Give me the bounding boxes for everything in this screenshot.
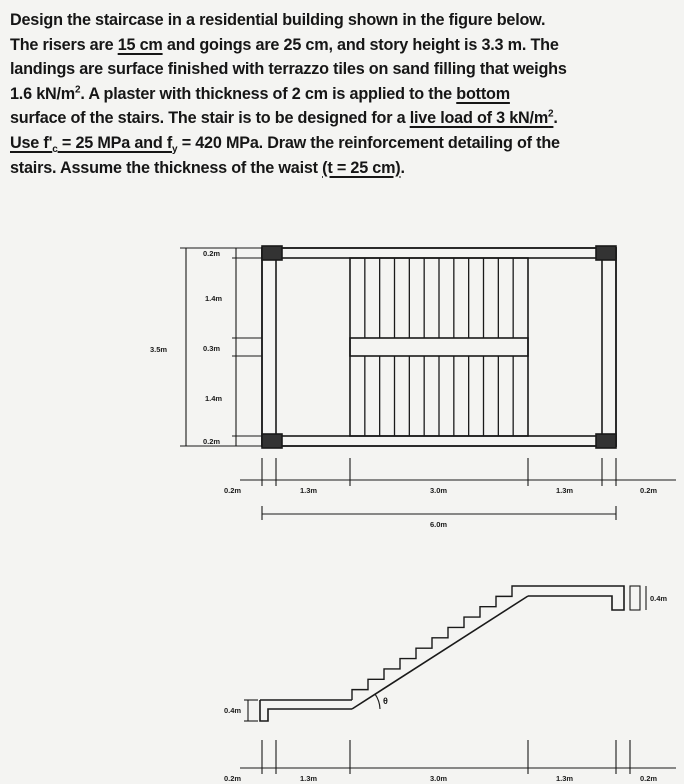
plan-column-tr xyxy=(596,246,616,260)
plan-column-bl xyxy=(262,434,282,448)
problem-line-4: 1.6 $kN/m^2$. A plaster with thickness of 2 cm is applied to the bottom xyxy=(10,84,510,103)
plan-top-beam xyxy=(262,248,616,258)
section-h-flight: 3.0m xyxy=(430,774,448,783)
plan-treads xyxy=(365,258,513,436)
section-steps xyxy=(352,586,528,700)
plan-dim-flight1: 1.4m xyxy=(205,294,223,303)
plan-dim-top: 0.2m xyxy=(203,249,221,258)
section-bottom-landing xyxy=(260,700,352,721)
waist-thickness-value: (t = 25 cm) xyxy=(322,158,401,177)
problem-line-5: surface of the stairs. The stair is to be designed for a live load of 3 $kN/m^2$. xyxy=(10,108,558,128)
section-waist-soffit xyxy=(352,596,528,709)
section-dim-left-slab: 0.4m xyxy=(224,706,242,715)
section-view xyxy=(260,586,640,721)
riser-value: 15 cm xyxy=(117,35,163,54)
problem-line-2: The risers are 15 cm and goings are 25 cm, and story height is 3.3 m. The xyxy=(10,35,559,54)
section-h-landing2: 1.3m xyxy=(556,774,574,783)
plan-total-width-label: 6.0m xyxy=(430,520,448,529)
plan-h-right: 0.2m xyxy=(640,486,658,495)
plan-dim-bottom: 0.2m xyxy=(203,437,221,446)
section-angle-label: θ xyxy=(383,696,388,706)
live-load-value: live load of 3 $kN/m^2$ xyxy=(409,108,554,128)
plan-bottom-beam xyxy=(262,436,616,446)
plan-column-br xyxy=(596,434,616,448)
section-h-right: 0.2m xyxy=(640,774,658,783)
plan-h-landing1: 1.3m xyxy=(300,486,318,495)
going-value: 25 cm xyxy=(283,35,329,54)
problem-line-7: stairs. Assume the thickness of the waist (t = 25 cm). xyxy=(10,158,405,177)
section-h-left: 0.2m xyxy=(224,774,242,783)
plan-right-beam xyxy=(602,248,616,446)
section-horizontal-dims xyxy=(240,740,676,774)
section-angle-arc xyxy=(375,694,380,709)
plan-left-beam xyxy=(262,248,276,446)
problem-line-1: Design the staircase in a residential building shown in the figure below. xyxy=(10,11,546,29)
plan-column-tl xyxy=(262,246,282,260)
problem-line-3: landings are surface finished with terrazzo tiles on sand filling that weighs xyxy=(10,60,567,79)
section-dim-right-slab: 0.4m xyxy=(650,594,668,603)
problem-line-6: Use $f'_c = 25$ MPa and $f_y = 420$ MPa. Draw the reinforcement detailing of the xyxy=(10,133,560,156)
section-top-landing xyxy=(528,586,624,610)
plan-h-left: 0.2m xyxy=(224,486,242,495)
plan-h-landing2: 1.3m xyxy=(556,486,574,495)
plan-vertical-dims xyxy=(180,248,262,446)
section-h-landing1: 1.3m xyxy=(300,774,318,783)
plan-h-flight: 3.0m xyxy=(430,486,448,495)
plan-mid-landing xyxy=(350,338,528,356)
story-height-value: 3.3 m xyxy=(481,35,522,54)
plan-dim-mid: 0.3m xyxy=(203,344,221,353)
plan-dim-flight2: 1.4m xyxy=(205,394,223,403)
section-right-slab-marker xyxy=(630,586,640,610)
plan-total-height-label: 3.5m xyxy=(150,345,168,354)
plan-view xyxy=(262,246,616,448)
